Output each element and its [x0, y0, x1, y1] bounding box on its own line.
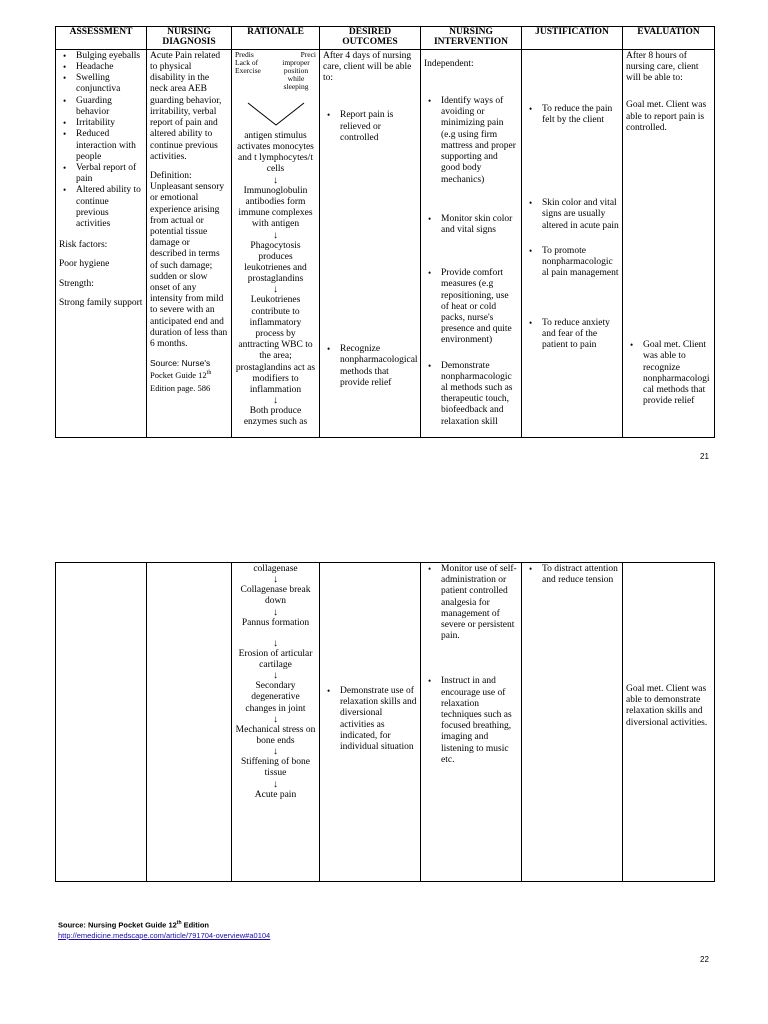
rationale-step: Stiffening of bone tissue — [241, 757, 310, 779]
diagnosis-cell — [147, 563, 232, 882]
diagnosis-cell — [147, 49, 232, 437]
outcomes-cell — [320, 49, 421, 437]
rationale-cell — [232, 49, 320, 437]
diagnosis-source — [150, 358, 228, 395]
source-citation — [58, 921, 209, 930]
header-desired-outcomes: DESIRED OUTCOMES — [320, 27, 421, 50]
down-arrow-icon: ↓ — [273, 746, 278, 758]
rationale-step: Erosion of articular cartilage — [238, 648, 313, 671]
outcomes-list — [323, 110, 417, 144]
list-item: • Instruct in and encourage use of relaxation techniques such as focused breathing, imaging and listening to music etc. — [441, 676, 518, 766]
source-edition: Edition page. 586 — [150, 382, 211, 393]
list-item: • Headache — [76, 62, 143, 73]
list-item: • To distract attention and reduce tension — [542, 564, 619, 586]
risk-factors-label: Risk factors: — [59, 240, 108, 251]
rationale-step: antigen stimulus activates monocytes and t lymphocytes/t cells — [237, 130, 314, 175]
justification-cell — [522, 49, 623, 437]
rationale-factors — [235, 51, 316, 101]
evaluation-goal-1: Goal met. Client was able to report pain is controlled. — [626, 100, 707, 133]
source-label: Source: Nurse's — [150, 358, 211, 369]
outcomes-list — [323, 686, 417, 753]
down-arrow-icon: ↓ — [273, 395, 278, 407]
diagnosis-text: Acute Pain related to physical disability in the neck area AEB guarding behavior, irritability, verbal report of pain and altered ability to continue previous activities. — [150, 50, 222, 162]
down-arrow-icon: ↓ — [273, 670, 278, 682]
evaluation-list — [626, 340, 711, 407]
table-row — [56, 563, 715, 882]
intervention-cell — [421, 49, 522, 437]
rationale-step: Immunoglobulin antibodies form immune complexes with antigen — [238, 185, 313, 230]
list-item: • Recognize nonpharmacological methods that provide relief — [340, 344, 417, 389]
rationale-step: Secondary degenerative changes in joint — [245, 681, 306, 714]
list-item: • To reduce the pain felt by the client — [542, 104, 619, 126]
list-item: • Demonstrate use of relaxation skills and diversional activities as indicated, for individual situation — [340, 686, 417, 753]
evaluation-cell — [623, 563, 715, 882]
rationale-step: Acute pain — [254, 789, 297, 800]
evaluation-cell — [623, 49, 715, 437]
justification-cell — [522, 563, 623, 882]
source-book: Pocket Guide 12 — [150, 370, 207, 381]
outcomes-list — [323, 344, 417, 389]
list-item: • Altered ability to continue previous activities — [76, 185, 143, 230]
intervention-list — [424, 564, 518, 766]
table-header-row — [56, 27, 715, 50]
down-arrow-icon: ↓ — [273, 713, 278, 725]
strength-text: Strong family support — [59, 297, 143, 308]
list-item: • Bulging eyeballs — [76, 51, 143, 62]
source-link[interactable]: http://emedicine.medscape.com/article/791704-overview#a0104 — [58, 931, 271, 940]
page-number: 22 — [700, 955, 709, 964]
list-item: • Reduced interaction with people — [76, 129, 143, 163]
header-rationale: RATIONALE — [232, 27, 320, 50]
rationale-step: Phagocytosis produces leukotrienes and prostaglandins — [244, 240, 307, 285]
page-number: 21 — [700, 452, 709, 461]
outcomes-intro: After 4 days of nursing care, client will be able to: — [323, 50, 412, 84]
intervention-intro: Independent: — [424, 58, 474, 69]
down-arrow-icon: ↓ — [273, 778, 278, 790]
header-nursing-diagnosis: NURSING DIAGNOSIS — [147, 27, 232, 50]
justification-list — [525, 104, 619, 351]
table-row — [56, 49, 715, 437]
down-arrow-icon: ↓ — [273, 574, 278, 586]
list-item: • Demonstrate nonpharmacologic al methods such as therapeutic touch, biofeedback and relaxation skill — [441, 361, 518, 428]
converging-arrows-icon — [246, 101, 306, 127]
assessment-cell — [56, 49, 147, 437]
list-item: • Goal met. Client was able to recognize nonpharmacologi cal methods that provide relief — [643, 340, 711, 407]
list-item: • To reduce anxiety and fear of the patient to pain — [542, 318, 619, 352]
rationale-step: Leukotrienes contribute to inflammatory process by anttracting WBC to the area; prostaglandins act as modifiers to inflammation — [235, 295, 316, 395]
source-citation-superscript: th — [176, 920, 182, 926]
down-arrow-icon: ↓ — [273, 606, 278, 618]
list-item: • Report pain is relieved or controlled — [340, 110, 417, 144]
care-plan-table-page-21 — [55, 26, 715, 438]
evaluation-goal: Goal met. Client was able to demonstrate relaxation skills and diversional activities. — [626, 684, 708, 728]
assessment-list — [59, 51, 143, 230]
intervention-cell — [421, 563, 522, 882]
header-assessment: ASSESSMENT — [56, 27, 147, 50]
rationale-step: Mechanical stress on bone ends — [235, 724, 316, 747]
down-arrow-icon: ↓ — [273, 174, 278, 186]
header-justification: JUSTIFICATION — [522, 27, 623, 50]
source-citation-text: Source: Nursing Pocket Guide 12 — [58, 920, 177, 930]
rationale-cell — [232, 563, 320, 882]
evaluation-intro: After 8 hours of nursing care, client will be able to: — [626, 50, 699, 84]
rationale-step: Both produce enzymes such as — [243, 406, 308, 428]
source-citation-tail: Edition — [181, 920, 210, 930]
list-item: • Guarding behavior — [76, 96, 143, 118]
list-item: • Provide comfort measures (e.g repositioning, use of heat or cold packs, nurse's presence and quite environment) — [441, 268, 518, 346]
improper-position-label: improper position while sleeping — [282, 57, 310, 91]
risk-factors-text: Poor hygiene — [59, 259, 110, 270]
list-item: • Swelling conjunctiva — [76, 73, 143, 95]
intervention-list — [424, 96, 518, 428]
assessment-cell — [56, 563, 147, 882]
list-item: • Verbal report of pain — [76, 163, 143, 185]
lack-of-exercise-label: Lack of Exercise — [235, 57, 261, 75]
strength-label: Strength: — [59, 278, 94, 289]
source-superscript: th — [206, 370, 212, 377]
list-item: • To promote nonpharmacologic al pain management — [542, 246, 619, 280]
list-item: • Monitor use of self-administration or patient controlled analgesia for management of severe or persistent pain. — [441, 564, 518, 642]
predisposing-label: Predis — [235, 49, 254, 59]
rationale-step: Collagenase break down — [240, 585, 311, 607]
outcomes-cell — [320, 563, 421, 882]
list-item: • Skin color and vital signs are usually altered in acute pain — [542, 198, 619, 232]
header-evaluation: EVALUATION — [623, 27, 715, 50]
list-item: • Irritability — [76, 118, 143, 129]
list-item: • Monitor skin color and vital signs — [441, 214, 518, 236]
down-arrow-icon: ↓ — [273, 637, 278, 649]
rationale-step: Pannus formation — [241, 617, 310, 628]
rationale-step: collagenase — [253, 564, 298, 574]
list-item: • Identify ways of avoiding or minimizing pain (e.g using firm mattress and proper supporting and good body mechanics) — [441, 96, 518, 186]
down-arrow-icon: ↓ — [273, 284, 278, 296]
justification-list — [525, 564, 619, 586]
diagnosis-definition: Definition: Unpleasant sensory or emotional experience arising from actual or potential tissue damage or described in terms of such damage; sudden or slow onset of any intensity from mild to severe with an anticipated end and duration of less than 6 months. — [150, 170, 228, 349]
care-plan-table-page-22 — [55, 562, 715, 882]
header-nursing-intervention: NURSING INTERVENTION — [421, 27, 522, 50]
down-arrow-icon: ↓ — [273, 229, 278, 241]
precipitating-label: Preci — [300, 49, 316, 59]
